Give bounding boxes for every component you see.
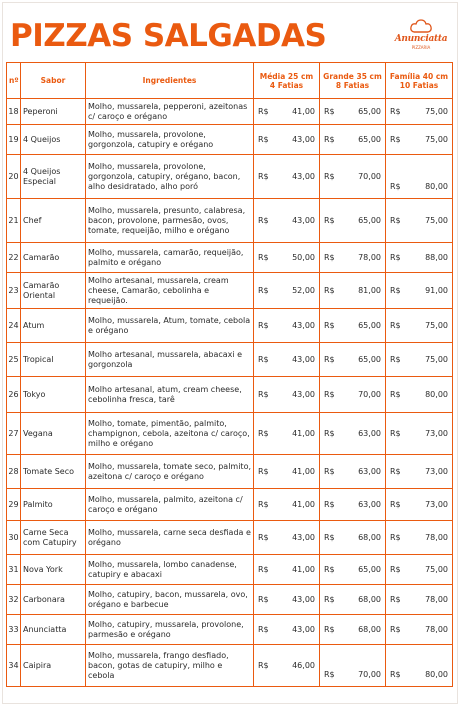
table-row — [7, 615, 453, 645]
price-value: 75,00 — [425, 354, 448, 364]
price-value: 65,00 — [358, 215, 381, 225]
currency-symbol: R$ — [324, 428, 335, 438]
item-number: 29 — [7, 489, 21, 521]
ingredients-text: Molho, mussarela, palmito, azeitona c/ caroço e orégano — [86, 489, 254, 521]
currency-symbol: R$ — [390, 428, 401, 438]
price-value: 68,00 — [358, 532, 381, 542]
ingredients-text: Molho, catupiry, bacon, mussarela, ovo, orégano e barbecue — [86, 585, 254, 615]
flavor-name: Camarão Oriental — [21, 273, 86, 309]
ingredients-text: Molho artesanal, mussarela, abacaxi e gorgonzola — [86, 343, 254, 377]
item-number: 27 — [7, 413, 21, 455]
table-row — [7, 377, 453, 413]
price-value: 68,00 — [358, 594, 381, 604]
flavor-name: 4 Queijos Especial — [21, 155, 86, 199]
currency-symbol: R$ — [390, 181, 401, 191]
item-number: 26 — [7, 377, 21, 413]
currency-symbol: R$ — [390, 252, 401, 262]
item-number: 33 — [7, 615, 21, 645]
price-value: 91,00 — [425, 285, 448, 295]
price-value: 75,00 — [425, 215, 448, 225]
table-row — [7, 125, 453, 155]
price-medium — [254, 199, 320, 243]
flavor-name: Nova York — [21, 555, 86, 585]
flavor-name: Carbonara — [21, 585, 86, 615]
item-number: 22 — [7, 243, 21, 273]
header-medium: Média 25 cm 4 Fatias — [254, 63, 320, 99]
price-value: 78,00 — [358, 252, 381, 262]
table-row — [7, 99, 453, 125]
currency-symbol: R$ — [258, 564, 269, 574]
currency-symbol: R$ — [324, 252, 335, 262]
price-medium — [254, 555, 320, 585]
currency-symbol: R$ — [324, 320, 335, 330]
currency-symbol: R$ — [258, 134, 269, 144]
price-family — [386, 645, 453, 687]
currency-symbol: R$ — [258, 354, 269, 364]
price-family — [386, 585, 453, 615]
price-value: 80,00 — [425, 181, 448, 191]
price-value: 65,00 — [358, 564, 381, 574]
currency-symbol: R$ — [390, 532, 401, 542]
table-row — [7, 413, 453, 455]
ingredients-text: Molho, catupiry, mussarela, provolone, parmesão e orégano — [86, 615, 254, 645]
price-medium — [254, 99, 320, 125]
price-medium — [254, 521, 320, 555]
currency-symbol: R$ — [390, 320, 401, 330]
price-value: 70,00 — [358, 389, 381, 399]
item-number: 18 — [7, 99, 21, 125]
price-value: 73,00 — [425, 466, 448, 476]
ingredients-text: Molho, mussarela, Atum, tomate, cebola e orégano — [86, 309, 254, 343]
table-row — [7, 645, 453, 687]
price-value: 78,00 — [425, 594, 448, 604]
currency-symbol: R$ — [258, 285, 269, 295]
price-medium — [254, 585, 320, 615]
ingredients-text: Molho artesanal, mussarela, cream cheese, Camarão, cebolinha e requeijão. — [86, 273, 254, 309]
price-family — [386, 125, 453, 155]
price-value: 41,00 — [292, 428, 315, 438]
price-medium — [254, 615, 320, 645]
item-number: 24 — [7, 309, 21, 343]
currency-symbol: R$ — [390, 106, 401, 116]
flavor-name: Chef — [21, 199, 86, 243]
price-medium — [254, 125, 320, 155]
price-value: 80,00 — [425, 389, 448, 399]
currency-symbol: R$ — [390, 466, 401, 476]
currency-symbol: R$ — [390, 499, 401, 509]
price-value: 65,00 — [358, 106, 381, 116]
currency-symbol: R$ — [258, 466, 269, 476]
price-family — [386, 615, 453, 645]
price-value: 75,00 — [425, 320, 448, 330]
ingredients-text: Molho, mussarela, provolone, gorgonzola, catupiry e orégano — [86, 125, 254, 155]
price-value: 43,00 — [292, 532, 315, 542]
menu-table — [6, 62, 453, 687]
price-large — [320, 273, 386, 309]
currency-symbol: R$ — [390, 285, 401, 295]
currency-symbol: R$ — [324, 171, 335, 181]
ingredients-text: Molho artesanal, atum, cream cheese, cebolinha fresca, tarê — [86, 377, 254, 413]
ingredients-text: Molho, mussarela, provolone, gorgonzola, catupiry, orégano, bacon, alho desidratado, alho poró — [86, 155, 254, 199]
logo-subtitle: PIZZARIA — [411, 45, 431, 50]
currency-symbol: R$ — [324, 499, 335, 509]
price-value: 70,00 — [358, 669, 381, 679]
table-row — [7, 585, 453, 615]
price-medium — [254, 413, 320, 455]
price-value: 65,00 — [358, 320, 381, 330]
ingredients-text: Molho, mussarela, carne seca desfiada e orégano — [86, 521, 254, 555]
flavor-name: Vegana — [21, 413, 86, 455]
table-row — [7, 555, 453, 585]
table-row — [7, 273, 453, 309]
price-large — [320, 343, 386, 377]
brand-logo — [393, 18, 449, 52]
price-value: 52,00 — [292, 285, 315, 295]
header-ingredients: Ingredientes — [86, 63, 254, 99]
price-family — [386, 343, 453, 377]
price-value: 75,00 — [425, 564, 448, 574]
price-family — [386, 413, 453, 455]
price-family — [386, 155, 453, 199]
price-large — [320, 455, 386, 489]
price-value: 46,00 — [292, 660, 315, 670]
item-number: 25 — [7, 343, 21, 377]
price-large — [320, 489, 386, 521]
price-large — [320, 585, 386, 615]
price-medium — [254, 343, 320, 377]
price-value: 75,00 — [425, 106, 448, 116]
price-value: 78,00 — [425, 532, 448, 542]
flavor-name: Caipira — [21, 645, 86, 687]
price-large — [320, 521, 386, 555]
header-large: Grande 35 cm 8 Fatias — [320, 63, 386, 99]
table-row — [7, 489, 453, 521]
flavor-name: 4 Queijos — [21, 125, 86, 155]
header-family: Família 40 cm 10 Fatias — [386, 63, 453, 99]
currency-symbol: R$ — [258, 660, 269, 670]
price-value: 43,00 — [292, 171, 315, 181]
currency-symbol: R$ — [324, 354, 335, 364]
price-value: 43,00 — [292, 389, 315, 399]
price-value: 73,00 — [425, 499, 448, 509]
price-value: 63,00 — [358, 466, 381, 476]
price-medium — [254, 377, 320, 413]
currency-symbol: R$ — [258, 624, 269, 634]
item-number: 31 — [7, 555, 21, 585]
currency-symbol: R$ — [258, 252, 269, 262]
price-value: 43,00 — [292, 134, 315, 144]
flavor-name: Tokyo — [21, 377, 86, 413]
price-family — [386, 273, 453, 309]
flavor-name: Carne Seca com Catupiry — [21, 521, 86, 555]
price-value: 88,00 — [425, 252, 448, 262]
price-value: 41,00 — [292, 564, 315, 574]
flavor-name: Tomate Seco — [21, 455, 86, 489]
item-number: 28 — [7, 455, 21, 489]
price-value: 81,00 — [358, 285, 381, 295]
price-large — [320, 615, 386, 645]
price-family — [386, 489, 453, 521]
price-large — [320, 413, 386, 455]
page-title: PIZZAS SALGADAS — [10, 18, 327, 54]
item-number: 32 — [7, 585, 21, 615]
ingredients-text: Molho, mussarela, tomate seco, palmito, azeitona c/ caroço e orégano — [86, 455, 254, 489]
price-large — [320, 309, 386, 343]
currency-symbol: R$ — [324, 669, 335, 679]
table-header-row — [7, 63, 453, 99]
currency-symbol: R$ — [324, 564, 335, 574]
price-medium — [254, 243, 320, 273]
price-value: 73,00 — [425, 428, 448, 438]
price-large — [320, 125, 386, 155]
price-family — [386, 521, 453, 555]
price-value: 43,00 — [292, 320, 315, 330]
price-value: 41,00 — [292, 466, 315, 476]
currency-symbol: R$ — [258, 106, 269, 116]
table-row — [7, 309, 453, 343]
price-value: 43,00 — [292, 594, 315, 604]
price-medium — [254, 489, 320, 521]
currency-symbol: R$ — [324, 106, 335, 116]
price-large — [320, 99, 386, 125]
price-value: 41,00 — [292, 499, 315, 509]
price-medium — [254, 155, 320, 199]
item-number: 34 — [7, 645, 21, 687]
price-value: 63,00 — [358, 428, 381, 438]
price-large — [320, 155, 386, 199]
currency-symbol: R$ — [258, 320, 269, 330]
currency-symbol: R$ — [324, 215, 335, 225]
price-value: 41,00 — [292, 106, 315, 116]
price-large — [320, 555, 386, 585]
flavor-name: Palmito — [21, 489, 86, 521]
price-value: 65,00 — [358, 134, 381, 144]
currency-symbol: R$ — [390, 134, 401, 144]
price-family — [386, 555, 453, 585]
currency-symbol: R$ — [390, 215, 401, 225]
currency-symbol: R$ — [324, 624, 335, 634]
table-row — [7, 455, 453, 489]
table-row — [7, 243, 453, 273]
price-medium — [254, 273, 320, 309]
ingredients-text: Molho, mussarela, frango desfiado, bacon, gotas de catupiry, milho e cebola — [86, 645, 254, 687]
currency-symbol: R$ — [258, 428, 269, 438]
price-value: 50,00 — [292, 252, 315, 262]
price-value: 43,00 — [292, 354, 315, 364]
currency-symbol: R$ — [324, 594, 335, 604]
price-large — [320, 645, 386, 687]
price-value: 63,00 — [358, 499, 381, 509]
header-flavor: Sabor — [21, 63, 86, 99]
price-value: 68,00 — [358, 624, 381, 634]
currency-symbol: R$ — [390, 389, 401, 399]
price-family — [386, 99, 453, 125]
price-value: 70,00 — [358, 171, 381, 181]
currency-symbol: R$ — [324, 389, 335, 399]
currency-symbol: R$ — [390, 354, 401, 364]
currency-symbol: R$ — [258, 594, 269, 604]
item-number: 20 — [7, 155, 21, 199]
price-value: 43,00 — [292, 215, 315, 225]
currency-symbol: R$ — [324, 466, 335, 476]
flavor-name: Peperoni — [21, 99, 86, 125]
table-row — [7, 199, 453, 243]
header-num: nº — [7, 63, 21, 99]
currency-symbol: R$ — [258, 171, 269, 181]
currency-symbol: R$ — [324, 285, 335, 295]
price-family — [386, 309, 453, 343]
currency-symbol: R$ — [258, 215, 269, 225]
currency-symbol: R$ — [258, 389, 269, 399]
price-value: 65,00 — [358, 354, 381, 364]
flavor-name: Anunciatta — [21, 615, 86, 645]
price-medium — [254, 455, 320, 489]
price-family — [386, 243, 453, 273]
price-value: 75,00 — [425, 134, 448, 144]
price-large — [320, 243, 386, 273]
ingredients-text: Molho, mussarela, pepperoni, azeitonas c/ caroço e orégano — [86, 99, 254, 125]
item-number: 19 — [7, 125, 21, 155]
ingredients-text: Molho, mussarela, camarão, requeijão, palmito e orégano — [86, 243, 254, 273]
price-medium — [254, 309, 320, 343]
table-row — [7, 521, 453, 555]
price-value: 80,00 — [425, 669, 448, 679]
price-large — [320, 377, 386, 413]
item-number: 23 — [7, 273, 21, 309]
currency-symbol: R$ — [324, 134, 335, 144]
price-value: 43,00 — [292, 624, 315, 634]
price-family — [386, 199, 453, 243]
ingredients-text: Molho, tomate, pimentão, palmito, champignon, cebola, azeitona c/ caroço, milho e orégano — [86, 413, 254, 455]
item-number: 21 — [7, 199, 21, 243]
table-row — [7, 343, 453, 377]
table-row — [7, 155, 453, 199]
price-family — [386, 377, 453, 413]
currency-symbol: R$ — [390, 624, 401, 634]
ingredients-text: Molho, mussarela, presunto, calabresa, bacon, provolone, parmesão, ovos, tomate, requeijão, milho e orégano — [86, 199, 254, 243]
currency-symbol: R$ — [258, 499, 269, 509]
currency-symbol: R$ — [390, 594, 401, 604]
flavor-name: Atum — [21, 309, 86, 343]
currency-symbol: R$ — [390, 564, 401, 574]
flavor-name: Camarão — [21, 243, 86, 273]
logo-wordmark: Anunciatta — [394, 34, 448, 44]
price-medium — [254, 645, 320, 687]
currency-symbol: R$ — [258, 532, 269, 542]
price-family — [386, 455, 453, 489]
currency-symbol: R$ — [324, 532, 335, 542]
currency-symbol: R$ — [390, 669, 401, 679]
item-number: 30 — [7, 521, 21, 555]
ingredients-text: Molho, mussarela, lombo canadense, catupiry e abacaxi — [86, 555, 254, 585]
flavor-name: Tropical — [21, 343, 86, 377]
price-large — [320, 199, 386, 243]
price-value: 78,00 — [425, 624, 448, 634]
